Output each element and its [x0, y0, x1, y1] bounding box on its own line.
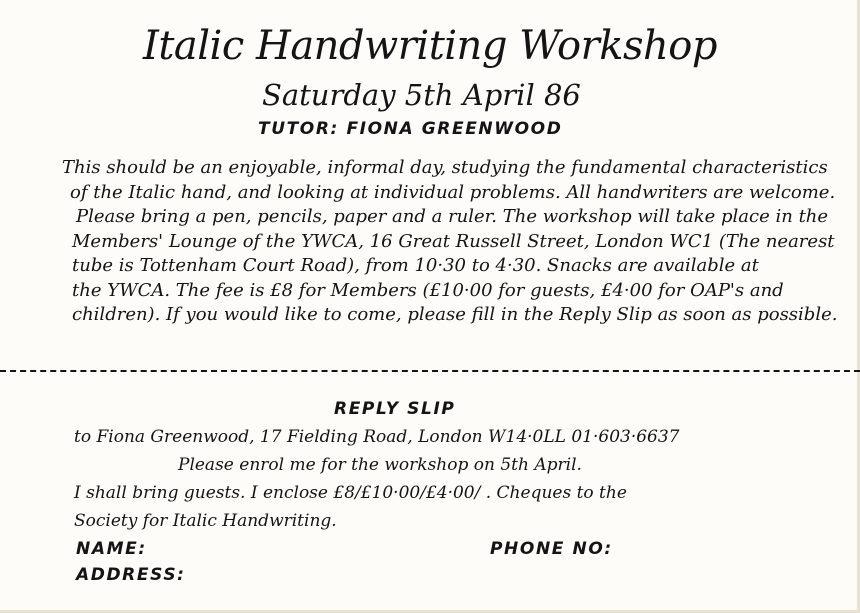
tutor-line: TUTOR: FIONA GREENWOOD	[258, 119, 563, 139]
address-field-label: ADDRESS:	[76, 565, 186, 585]
guests-fee-line: I shall bring guests. I enclose £8/£10·00/£4·00/ . Cheques to the	[74, 483, 627, 503]
description-line: the YWCA. The fee is £8 for Members (£10·00 for guests, £4·00 for OAP's and	[72, 279, 784, 301]
description-line: tube is Tottenham Court Road), from 10·30 to 4·30. Snacks are available at	[72, 255, 759, 276]
reply-slip-title: REPLY SLIP	[334, 399, 456, 419]
enrol-line: Please enrol me for the workshop on 5th April.	[178, 455, 582, 475]
description-line: of the Italic hand, and looking at individual problems. All handwriters are welcome.	[70, 181, 836, 203]
description-line: children). If you would like to come, please fill in the Reply Slip as soon as possible.	[72, 304, 838, 325]
workshop-date: Saturday 5th April 86	[262, 78, 581, 112]
name-field-label: NAME:	[76, 539, 147, 559]
description-line: Please bring a pen, pencils, paper and a ruler. The workshop will take place in the	[76, 206, 829, 227]
cut-here-divider	[0, 370, 860, 372]
description-paragraph	[62, 156, 838, 328]
page-title: Italic Handwriting Workshop	[143, 23, 717, 69]
phone-field-label: PHONE NO:	[490, 539, 613, 559]
description-line: Members' Lounge of the YWCA, 16 Great Russell Street, London WC1 (The nearest	[72, 230, 835, 252]
description-line: This should be an enjoyable, informal day, studying the fundamental characteristics	[62, 157, 828, 178]
society-line: Society for Italic Handwriting.	[74, 511, 337, 531]
reply-address-line: to Fiona Greenwood, 17 Fielding Road, London W14·0LL 01·603·6637	[74, 427, 680, 447]
